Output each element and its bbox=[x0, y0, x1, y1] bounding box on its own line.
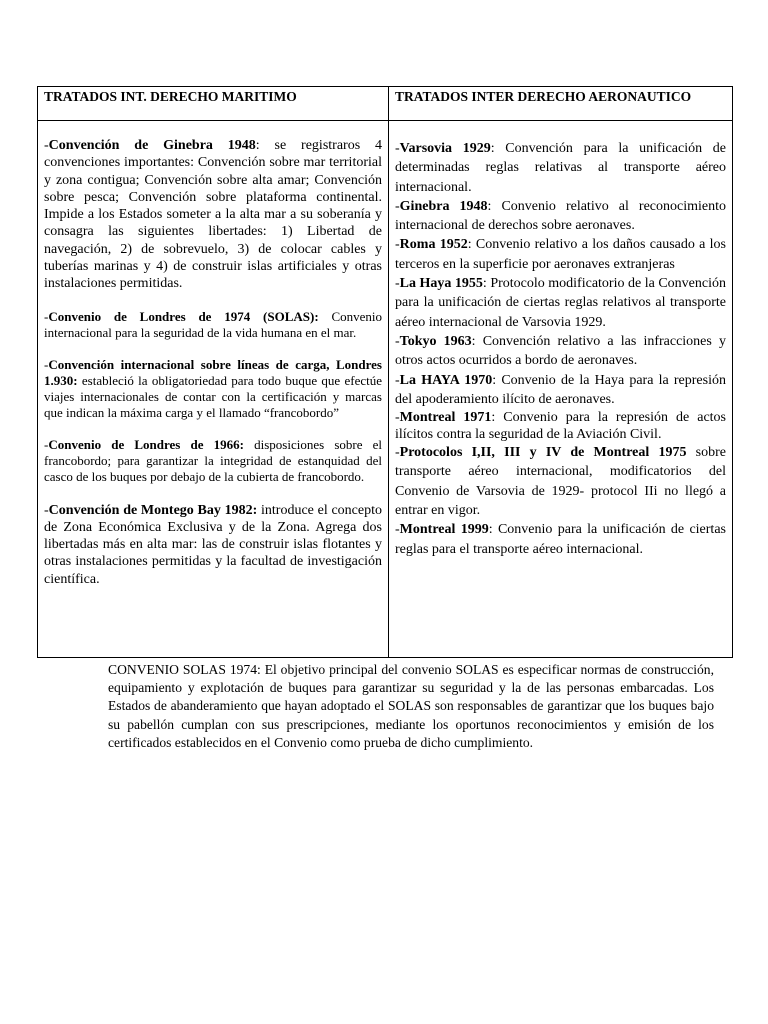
aeronautic-entry: -Montreal 1971: Convenio para la represión de actos ilícitos contra la seguridad de la Aviación Civil. bbox=[395, 410, 726, 443]
aeronautic-entry-name: Tokyo 1963 bbox=[399, 333, 472, 349]
aeronautic-treaties-cell bbox=[389, 121, 733, 658]
aeronautic-entry-name: Montreal 1999 bbox=[399, 522, 489, 538]
maritime-entry: -Convenio de Londres de 1974 (SOLAS): Convenio internacional para la seguridad de la vida humana en el mar. bbox=[44, 308, 383, 340]
header-cell-aeronautic bbox=[389, 87, 733, 121]
aeronautic-entry-text: : Convención para la unificación de determinadas reglas relativas al transporte aéreo internacional. bbox=[395, 141, 726, 195]
aeronautic-entry-name: Protocolos I,II, III y IV de Montreal 1975 bbox=[399, 445, 687, 461]
aeronautic-entry-text: sobre transporte aéreo internacional, modificatorios del Convenio de Varsovia de 1929- protocol IIi no llegó a entrar en vigor. bbox=[395, 445, 727, 519]
aeronautic-entry-name: Varsovia 1929 bbox=[399, 141, 491, 156]
aeronautic-entry-text: : Convenio relativo al reconocimiento internacional de derechos sobre aeronaves. bbox=[395, 198, 726, 234]
aeronautic-entry: -Roma 1952: Convenio relativo a los daños causado a los terceros en la superficie por aeronaves extranjeras bbox=[395, 237, 726, 272]
maritime-entry-text: se registraros 4 convenciones importantes: Convención sobre mar territorial y zona contigua; Convención sobre alta amar; Convención sobre pesca; Convención sobre plataforma continental. Impide a los Estados someter a la alta mar a su soberanía y consagra las siguientes libertades: 1) Libertad de navegación, 2) de sobrevuelo, 3) de colocar cables y tuberías marinas y 4) de construir islas artificiales y otras instalaciones permitidas. bbox=[44, 138, 382, 292]
maritime-entry-text: estableció la obligatoriedad para todo buque que efectúe viajes internacionales de contar con la certificación y marcas que indican la máxima carga y el llamado “francobordo” bbox=[44, 372, 382, 421]
maritime-entry-name: Convención internacional sobre líneas de carga, Londres 1.930: bbox=[44, 356, 382, 388]
aeronautic-entry: -Varsovia 1929: Convención para la unificación de determinadas reglas relativas al transporte aéreo internacional. bbox=[395, 141, 726, 195]
aeronautic-entry-name: Ginebra 1948 bbox=[399, 198, 488, 214]
aeronautic-entry-name: La Haya 1955 bbox=[399, 276, 483, 292]
aeronautic-entry: -La Haya 1955: Protocolo modificatorio de la Convención para la unificación de ciertas reglas relativos al transporte aéreo internacional de Varsovia 1929. bbox=[395, 276, 726, 330]
aeronautic-entry-text: : Protocolo modificatorio de la Convención para la unificación de ciertas reglas relativos al transporte aéreo internacional de Varsovia 1929. bbox=[395, 276, 726, 330]
aeronautic-entry: -Tokyo 1963: Convención relativo a las infracciones y otros actos ocurridos a bordo de aeronaves. bbox=[395, 333, 726, 369]
aeronautic-entry: -Montreal 1999: Convenio para la unificación de ciertas reglas para el transporte aéreo internacional. bbox=[395, 522, 726, 557]
maritime-entry: -Convención de Montego Bay 1982: introduce el concepto de Zona Económica Exclusiva y de la Zona. Agrega dos libertadas más en alta mar: las de construir islas flotantes y otras instalaciones permitidas y la facultad de investigación científica. bbox=[44, 502, 382, 587]
maritime-entry-name: Convenio de Londres de 1974 (SOLAS): bbox=[48, 308, 319, 324]
aeronautic-entry-text: : Convenio para la unificación de ciertas reglas para el transporte aéreo internacional. bbox=[395, 522, 726, 557]
aeronautic-entry-text: : Convenio relativo a los daños causado a los terceros en la superficie por aeronaves extranjeras bbox=[395, 237, 726, 272]
aeronautic-entry-name: Roma 1952 bbox=[399, 237, 468, 253]
aeronautic-entry-name: Montreal 1971 bbox=[399, 410, 492, 426]
table-header-row bbox=[38, 87, 733, 121]
treaties-table bbox=[37, 86, 733, 658]
header-aeronautic: TRATADOS INTER DERECHO AERONAUTICO bbox=[395, 89, 692, 104]
aeronautic-entry-name: La HAYA 1970 bbox=[399, 372, 493, 388]
maritime-entry-text: introduce el concepto de Zona Económica Exclusiva y de la Zona. Agrega dos libertadas más en alta mar: las de construir islas flotantes y otras instalaciones permitidas y la facultad de investigación científica. bbox=[44, 502, 382, 587]
aeronautic-entry-text: : Convenio de la Haya para la represión del apoderamiento ilícito de aeronaves. bbox=[395, 372, 726, 407]
maritime-entry: -Convenio de Londres de 1966: disposiciones sobre el francobordo; para garantizar la integridad de estanquidad del casco de los buques por debajo de la cubierta de francobordo. bbox=[44, 437, 383, 485]
maritime-entry-name: Convención de Ginebra 1948 bbox=[48, 138, 256, 153]
maritime-entry-text: disposiciones sobre el francobordo; para garantizar la integridad de estanquidad del casco de los buques por debajo de la cubierta de francobordo. bbox=[44, 437, 383, 485]
maritime-treaties-cell bbox=[38, 121, 389, 658]
maritime-entry: -Convención internacional sobre líneas de carga, Londres 1.930: estableció la obligatoriedad para todo buque que efectúe viajes internacionales de contar con la certificación y marcas que indican la máxima carga y el llamado “francobordo” bbox=[44, 356, 382, 421]
maritime-entry-text: Convenio internacional para la seguridad de la vida humana en el mar. bbox=[44, 308, 383, 340]
aeronautic-entry-text: : Convención relativo a las infracciones y otros actos ocurridos a bordo de aeronaves. bbox=[395, 333, 726, 369]
aeronautic-entry-text: : Convenio para la represión de actos ilícitos contra la seguridad de la Aviación Civil. bbox=[395, 410, 726, 443]
solas-paragraph: CONVENIO SOLAS 1974: El objetivo principal del convenio SOLAS es especificar normas de construcción, equipamiento y explotación de buques para garantizar su seguridad y la de las personas embarcadas. Los Estados de abanderamiento que hayan adoptado el SOLAS son responsables de garantizar que los buques bajo su pabellón cumplan con sus prescripciones, mediante los oportunos reconocimientos y emisión de los certificados establecidos en el Convenio como prueba de dicho cumplimiento. bbox=[108, 662, 714, 750]
header-cell-maritime bbox=[38, 87, 389, 121]
aeronautic-entry: -Ginebra 1948: Convenio relativo al reconocimiento internacional de derechos sobre aeronaves. bbox=[395, 198, 726, 234]
maritime-entry: -Convención de Ginebra 1948: se registraros 4 convenciones importantes: Convención sobre mar territorial y zona contigua; Convención sobre alta amar; Convención sobre pesca; Convención sobre plataforma continental. Impide a los Estados someter a la alta mar a su soberanía y consagra las siguientes libertades: 1) Libertad de navegación, 2) de sobrevuelo, 3) de colocar cables y tuberías marinas y 4) de construir islas artificiales y otras instalaciones permitidas. bbox=[44, 138, 382, 292]
maritime-entry-name: Convenio de Londres de 1966: bbox=[48, 437, 244, 453]
maritime-entry-name: Convención de Montego Bay 1982: bbox=[48, 502, 258, 518]
aeronautic-entry: -Protocolos I,II, III y IV de Montreal 1975 sobre transporte aéreo internacional, modificatorios del Convenio de Varsovia de 1929- protocol IIi no llegó a entrar en vigor. bbox=[395, 445, 727, 519]
aeronautic-entry: -La HAYA 1970: Convenio de la Haya para la represión del apoderamiento ilícito de aeronaves. bbox=[395, 372, 726, 407]
table-body-row bbox=[38, 121, 733, 658]
header-maritime: TRATADOS INT. DERECHO MARITIMO bbox=[44, 89, 297, 104]
